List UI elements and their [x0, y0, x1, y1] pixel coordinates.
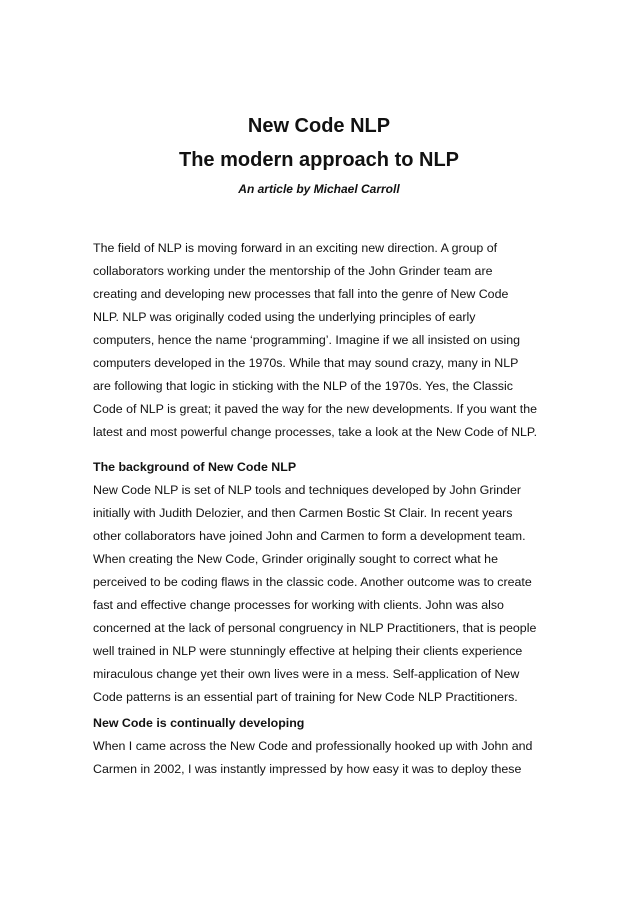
- paragraph-line: miraculous change yet their own lives were in a mess. Self-application of New: [93, 667, 520, 681]
- paragraph-line: computers, hence the name ‘programming’. Imagine if we all insisted on using: [93, 333, 521, 347]
- paragraph-line: NLP. NLP was originally coded using the underlying principles of early: [93, 310, 476, 324]
- paragraph-line: Code of NLP is great; it paved the way for the new developments. If you want the: [93, 402, 538, 416]
- page-subtitle: The modern approach to NLP: [178, 149, 460, 171]
- paragraph-line: well trained in NLP were stunningly effective at helping their clients experience: [93, 644, 523, 658]
- paragraph-line: creating and developing new processes that fall into the genre of New Code: [93, 287, 509, 301]
- intro-paragraph: [93, 237, 563, 444]
- paragraph-line: Code patterns is an essential part of training for New Code NLP Practitioners.: [93, 690, 518, 704]
- paragraph-line: concerned at the lack of personal congruency in NLP Practitioners, that is people: [93, 621, 537, 635]
- paragraph-line: perceived to be coding flaws in the classic code. Another outcome was to create: [93, 575, 532, 589]
- paragraph-line: initially with Judith Delozier, and then Carmen Bostic St Clair. In recent years: [93, 506, 513, 520]
- paragraph-line: New Code NLP is set of NLP tools and techniques developed by John Grinder: [93, 483, 521, 497]
- paragraph-line: collaborators working under the mentorship of the John Grinder team are: [93, 264, 493, 278]
- paragraph-line: computers developed in the 1970s. While that may sound crazy, many in NLP: [93, 356, 519, 370]
- paragraph-line: The field of NLP is moving forward in an exciting new direction. A group of: [93, 241, 498, 255]
- paragraph-line: latest and most powerful change processes, take a look at the New Code of NLP.: [93, 425, 538, 439]
- paragraph-line: When creating the New Code, Grinder originally sought to correct what he: [93, 552, 498, 566]
- section-developing: [93, 712, 563, 781]
- paragraph-line: Carmen in 2002, I was instantly impressed by how easy it was to deploy these: [93, 762, 522, 776]
- section-background: [93, 456, 563, 709]
- page-title: New Code NLP: [247, 115, 391, 137]
- paragraph-line: fast and effective change processes for working with clients. John was also: [93, 598, 504, 612]
- byline: An article by Michael Carroll: [238, 182, 400, 196]
- paragraph-line: other collaborators have joined John and Carmen to form a development team.: [93, 529, 526, 543]
- paragraph-line: When I came across the New Code and professionally hooked up with John and: [93, 739, 533, 753]
- section-heading: The background of New Code NLP: [93, 460, 297, 474]
- section-heading: New Code is continually developing: [93, 716, 305, 730]
- paragraph-line: are following that logic in sticking with the NLP of the 1970s. Yes, the Classic: [93, 379, 513, 393]
